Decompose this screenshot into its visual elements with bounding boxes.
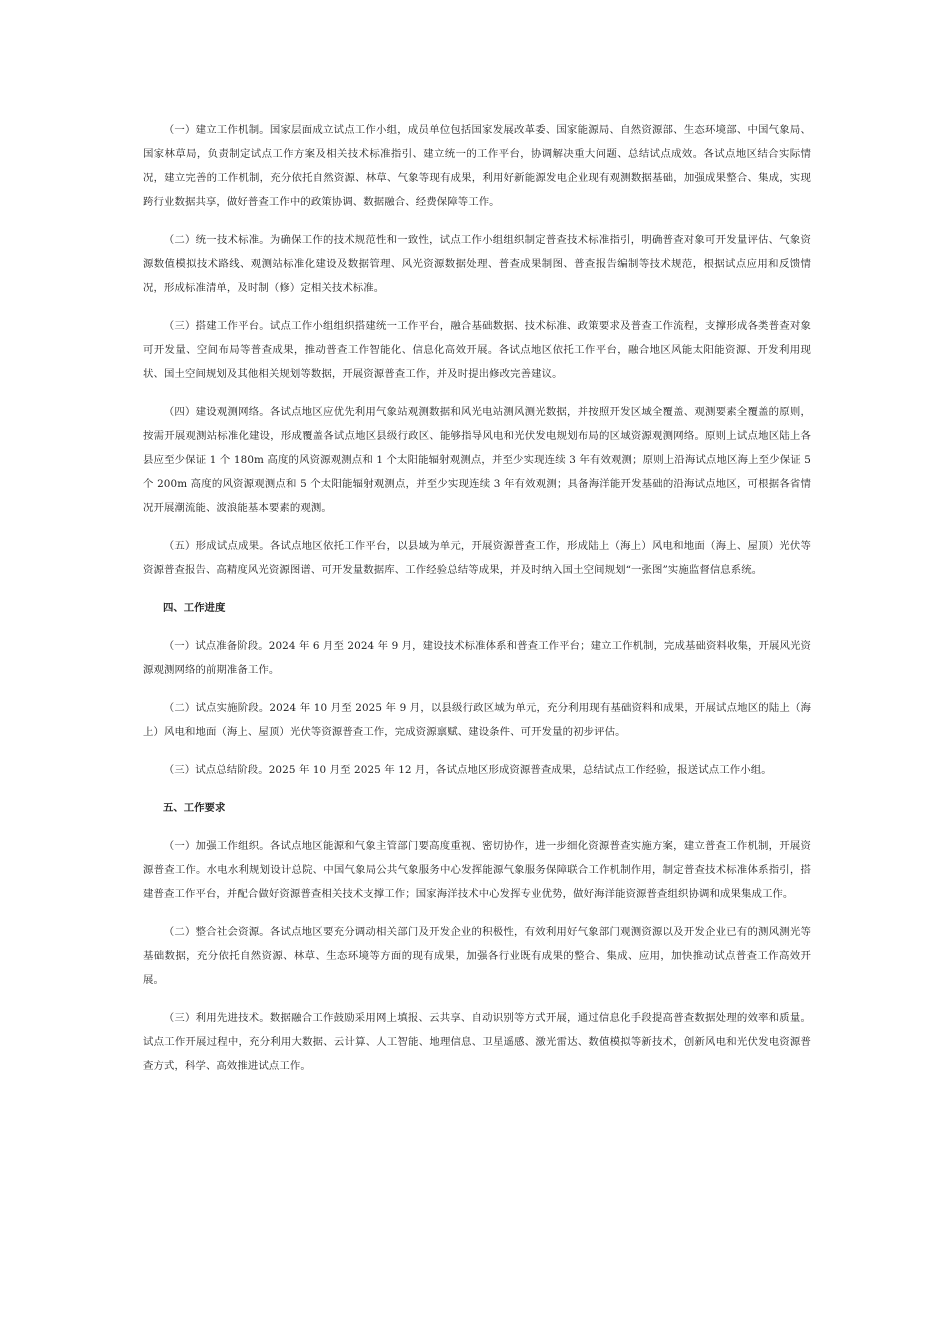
paragraph-work-mechanism: （一）建立工作机制。国家层面成立试点工作小组，成员单位包括国家发展改革委、国家能源局、自然资源部、生态环境部、中国气象局、国家林草局，负责制定试点工作方案及相关技术标准指引、建立统一的工作平台，协调解决重大问题、总结试点成效。各试点地区结合实际情况，建立完善的工作机制，充分依托自然资源、林草、气象等现有成果，利用好新能源发电企业现有观测数据基础，加强成果整合、集成，实现跨行业数据共享，做好普查工作中的政策协调、数据融合、经费保障等工作。	[143, 124, 811, 208]
document-page	[143, 118, 811, 1092]
paragraph-technical-standards: （二）统一技术标准。为确保工作的技术规范性和一致性，试点工作小组组织制定普查技术标准指引，明确普查对象可开发量评估、气象资源数值模拟技术路线、观测站标准化建设及数据管理、风光资源数据处理、普查成果制图、普查报告编制等技术规范，根据试点应用和反馈情况，形成标准清单，及时制（修）定相关技术标准。	[143, 234, 811, 294]
paragraph-summary-stage: （三）试点总结阶段。2025 年 10 月至 2025 年 12 月，各试点地区形成资源普查成果，总结试点工作经验，报送试点工作小组。	[163, 764, 772, 776]
paragraph-pilot-results: （五）形成试点成果。各试点地区依托工作平台，以县域为单元，开展资源普查工作，形成陆上（海上）风电和地面（海上、屋顶）光伏等资源普查报告、高精度风光资源图谱、可开发量数据库、工作经验总结等成果，并及时纳入国土空间规划“一张图”实施监督信息系统。	[143, 540, 811, 576]
paragraph-implementation-stage: （二）试点实施阶段。2024 年 10 月至 2025 年 9 月，以县级行政区域为单元，充分利用现有基础资料和成果，开展试点地区的陆上（海上）风电和地面（海上、屋顶）光伏等资源普查工作，完成资源禀赋、建设条件、可开发量的初步评估。	[143, 702, 811, 738]
paragraph-strengthen-organization: （一）加强工作组织。各试点地区能源和气象主管部门要高度重视、密切协作，进一步细化资源普查实施方案，建立普查工作机制，开展资源普查工作。水电水利规划设计总院、中国气象局公共气象服务中心发挥能源气象服务保障联合工作机制作用，制定普查技术标准体系指引，搭建普查工作平台，并配合做好资源普查相关技术支撑工作；国家海洋技术中心发挥专业优势，做好海洋能资源普查组织协调和成果集成工作。	[143, 840, 811, 900]
section-heading-work-requirements: 五、工作要求	[163, 802, 226, 814]
paragraph-observation-network: （四）建设观测网络。各试点地区应优先利用气象站观测数据和风光电站测风测光数据，并按照开发区域全覆盖、观测要素全覆盖的原则，按需开展观测站标准化建设，形成覆盖各试点地区县级行政区、能够指导风电和光伏发电规划布局的区域资源观测网络。原则上试点地区陆上各县应至少保证 1 个 180m 高度的风资源观测点和 1 个太阳能辐射观测点，并至少实现连续 3 年有效观测；原则上沿海试点地区海上至少保证 5 个 200m 高度的风资源观测点和 5 个太阳能辐射观测点，并至少实现连续 3 年有效观测；具备海洋能开发基础的沿海试点地区，可根据各省情况开展潮流能、波浪能基本要素的观测。	[143, 406, 811, 514]
section-heading-work-progress: 四、工作进度	[163, 602, 226, 614]
paragraph-preparation-stage: （一）试点准备阶段。2024 年 6 月至 2024 年 9 月，建设技术标准体系和普查工作平台；建立工作机制，完成基础资料收集，开展风光资源观测网络的前期准备工作。	[143, 640, 811, 676]
paragraph-integrate-resources: （二）整合社会资源。各试点地区要充分调动相关部门及开发企业的积极性，有效利用好气象部门观测资源以及开发企业已有的测风测光等基础数据，充分依托自然资源、林草、生态环境等方面的现有成果，加强各行业既有成果的整合、集成、应用，加快推动试点普查工作高效开展。	[143, 926, 811, 986]
paragraph-advanced-technology: （三）利用先进技术。数据融合工作鼓励采用网上填报、云共享、自动识别等方式开展，通过信息化手段提高普查数据处理的效率和质量。试点工作开展过程中，充分利用大数据、云计算、人工智能、地理信息、卫星遥感、激光雷达、数值模拟等新技术，创新风电和光伏发电资源普查方式，科学、高效推进试点工作。	[143, 1012, 811, 1072]
paragraph-work-platform: （三）搭建工作平台。试点工作小组组织搭建统一工作平台，融合基础数据、技术标准、政策要求及普查工作流程，支撑形成各类普查对象可开发量、空间布局等普查成果，推动普查工作智能化、信息化高效开展。各试点地区依托工作平台，融合地区风能太阳能资源、开发利用现状、国土空间规划及其他相关规划等数据，开展资源普查工作，并及时提出修改完善建议。	[143, 320, 811, 380]
